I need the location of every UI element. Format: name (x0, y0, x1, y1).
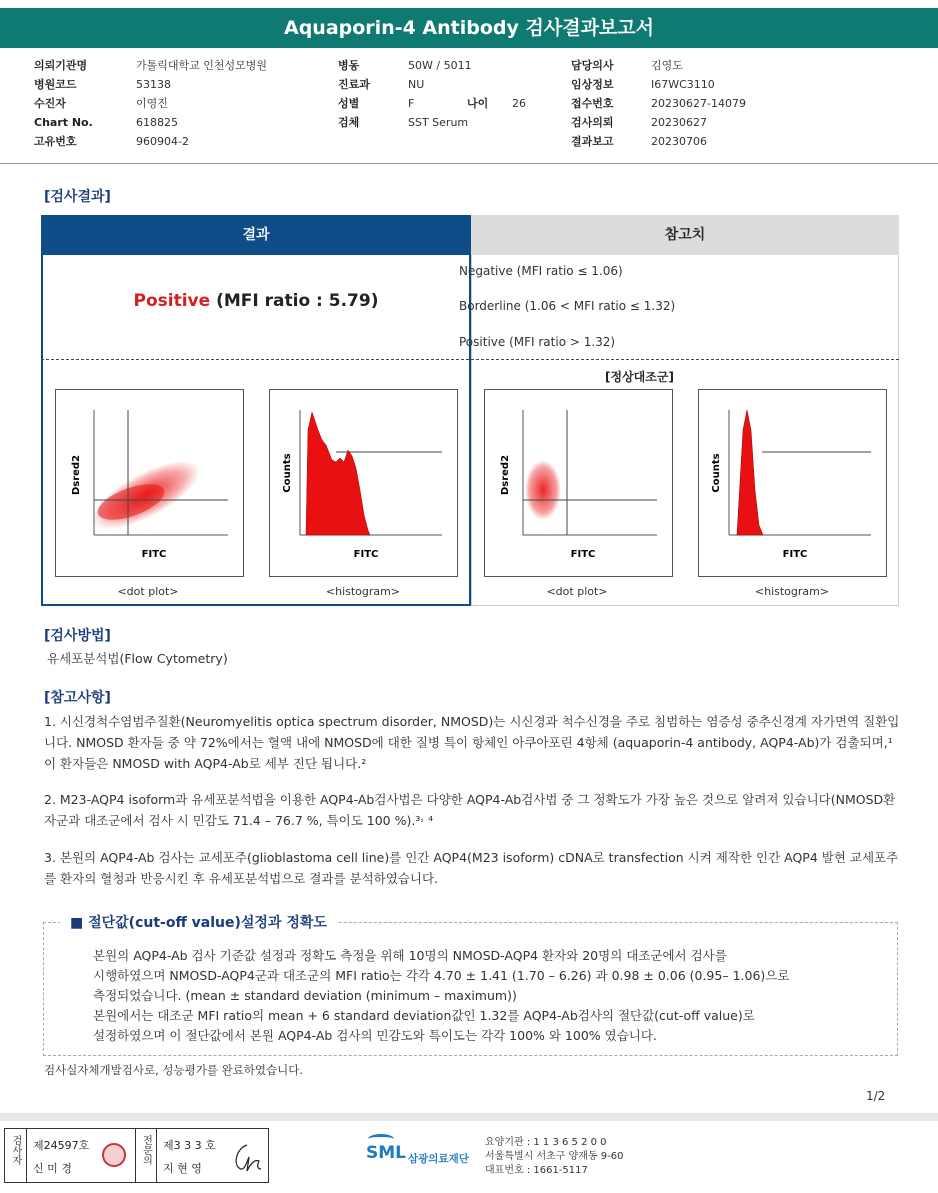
info-key: 수진자 (34, 97, 66, 110)
dot-xlabel: FITC (570, 549, 596, 560)
tester-label (5, 1129, 27, 1182)
cutoff-title: ■ 절단값(cut-off value)설정과 정확도 (60, 912, 337, 932)
result-status: Positive (133, 291, 211, 311)
result-header: 결과 (41, 215, 471, 255)
info-value: 618825 (136, 116, 178, 129)
info-value: SST Serum (408, 116, 469, 129)
info-value: 53138 (136, 78, 171, 91)
info-value: I67WC3110 (651, 78, 715, 91)
section-method-title: [검사방법] (44, 628, 111, 644)
hist-xlabel: FITC (353, 549, 379, 560)
doctor-label (135, 1129, 157, 1182)
sml-logo-text: SML (366, 1143, 406, 1163)
patient-dot-plot (55, 389, 244, 577)
doctor-name: 지 현 영 (163, 1162, 202, 1175)
note-3: 3. 본원의 AQP4-Ab 검사는 교세포주(glioblastoma cell line)를 인간 AQP4(M23 isoform) cDNA로 transfection 시켜 제작한 인간 AQP4 발현 교세포주를 환자의 혈청과 반응시킨 후 유세포분석법으로 결과를 분석하였습니다. (44, 850, 899, 886)
report-title: Aquaporin-4 Antibody 검사결과보고서 (0, 8, 938, 48)
dot-ylabel: Dsred2 (71, 454, 82, 496)
info-key: 검사의뢰 (571, 116, 614, 129)
age-value: 26 (512, 97, 526, 110)
reference-borderline: Borderline (1.06 < MFI ratio ≤ 1.32) (459, 299, 676, 313)
info-value: NU (408, 78, 425, 91)
cutoff-body (93, 946, 883, 1046)
info-key: 접수번호 (571, 97, 614, 110)
info-col-2 (338, 56, 526, 132)
reference-negative: Negative (MFI ratio ≤ 1.06) (459, 264, 623, 278)
info-key: 결과보고 (571, 135, 614, 148)
method-text: 유세포분석법(Flow Cytometry) (47, 651, 228, 666)
divider (0, 163, 938, 164)
control-title: [정상대조군] (605, 370, 674, 384)
info-key: 진료과 (338, 78, 370, 91)
info-value: 50W / 5011 (408, 59, 472, 72)
info-key: 병동 (338, 59, 360, 72)
dashed-divider (41, 359, 899, 360)
info-value: F (408, 97, 415, 110)
age-label: 나이 (467, 97, 489, 110)
cutoff-line: 본원에서는 대조군 MFI ratio의 mean + 6 standard deviation값인 1.32를 AQP4-Ab검사의 절단값(cut-off value)로 (93, 1008, 755, 1023)
control-histogram (698, 389, 887, 577)
tester-name: 신 미 경 (33, 1162, 72, 1175)
info-value: 20230627 (651, 116, 707, 129)
sml-logo-icon (366, 1134, 406, 1170)
result-mfi: (MFI ratio : 5.79) (216, 291, 379, 311)
org-info (485, 1136, 624, 1178)
org-code: 요양기관 : 1 1 3 6 5 2 0 0 (485, 1137, 607, 1148)
control-dot-plot-caption: <dot plot> (546, 585, 608, 598)
info-key: 임상정보 (571, 78, 614, 91)
hist-xlabel: FITC (782, 549, 808, 560)
control-dot-plot (484, 389, 673, 577)
info-col-3 (571, 56, 746, 151)
dot-plot-caption: <dot plot> (117, 585, 179, 598)
signature-box (4, 1128, 269, 1183)
page-number: 1/2 (866, 1089, 886, 1103)
dot-ylabel: Dsred2 (500, 454, 511, 496)
doctor-label-text: 전문의 (140, 1135, 152, 1165)
info-value: 가톨릭대학교 인천성모병원 (136, 59, 268, 72)
info-key: 검체 (338, 116, 360, 129)
cutoff-line: 설정하였으며 이 절단값에서 본원 AQP4-Ab 검사의 민감도와 특이도는 각각 100% 와 100% 였습니다. (93, 1028, 657, 1043)
control-histogram-caption: <histogram> (754, 585, 830, 598)
info-value: 20230706 (651, 135, 707, 148)
org-name: 삼광의료재단 (408, 1153, 469, 1165)
cutoff-line: 측정되었습니다. (mean ± standard deviation (minimum – maximum)) (93, 988, 517, 1003)
tester-license: 제24597호 (33, 1139, 90, 1152)
hist-ylabel: Counts (282, 453, 293, 493)
patient-histogram (269, 389, 458, 577)
doctor-license: 제3 3 3 호 (163, 1139, 216, 1152)
cutoff-line: 본원의 AQP4-Ab 검사 기준값 설정과 정확도 측정을 위해 10명의 NMOSD-AQP4 환자와 20명의 대조군에서 검사를 (93, 948, 727, 963)
result-value (41, 291, 471, 311)
reference-header: 참고치 (471, 215, 899, 255)
org-address: 서울특별시 서초구 양재동 9-60 (485, 1151, 624, 1162)
info-col-1 (34, 56, 267, 151)
closing-statement: 검사실자체개발검사로, 성능평가를 완료하였습니다. (44, 1063, 304, 1077)
cutoff-line: 시행하였으며 NMOSD-AQP4군과 대조군의 MFI ratio는 각각 4.70 ± 1.41 (1.70 – 6.26) 과 0.98 ± 0.06 (0.95– 1.06)으로 (93, 968, 790, 983)
signature-icon (227, 1139, 265, 1175)
histogram-caption: <histogram> (325, 585, 401, 598)
reference-positive: Positive (MFI ratio > 1.32) (459, 335, 616, 349)
org-phone: 대표번호 : 1661-5117 (485, 1165, 588, 1176)
info-key: 성별 (338, 97, 360, 110)
info-key: 담당의사 (571, 59, 614, 72)
section-notes-title: [참고사항] (44, 690, 111, 706)
info-key: 고유번호 (34, 135, 77, 148)
note-1: 1. 시신경척수염범주질환(Neuromyelitis optica spectrum disorder, NMOSD)는 시신경과 척수신경을 주로 침범하는 염증성 중추신경계 자가면역 질환입니다. NMOSD 환자들 중 약 72%에서는 혈액 내에 NMOSD에 대한 질병 특이 항체인 아쿠아포린 4항체 (aquaporin-4 antibody, AQP4-Ab)가 검출되며,¹ 이 환자들은 NMOSD with AQP4-Ab로 세부 진단 됩니다.² (44, 714, 900, 771)
tester-label-text: 검사자 (10, 1135, 21, 1165)
info-key: Chart No. (34, 116, 93, 129)
info-value: 김영도 (651, 59, 683, 72)
info-key: 병원코드 (34, 78, 77, 91)
section-result-title: [검사결과] (44, 189, 111, 205)
note-2: 2. M23-AQP4 isoform과 유세포분석법을 이용한 AQP4-Ab검사법은 다양한 AQP4-Ab검사법 중 그 정확도가 가장 높은 것으로 알려져 있습니다(NMOSD환자군과 대조군에서 검사 시 민감도 71.4 – 76.7 %, 특이도 100 %).³˒ ⁴ (44, 792, 896, 828)
dot-xlabel: FITC (141, 549, 167, 560)
hist-ylabel: Counts (711, 453, 722, 493)
seal-stamp-icon (102, 1143, 126, 1167)
info-value: 이영진 (136, 97, 168, 110)
info-value: 20230627-14079 (651, 97, 746, 110)
info-key: 의뢰기관명 (34, 59, 88, 72)
info-value: 960904-2 (136, 135, 189, 148)
